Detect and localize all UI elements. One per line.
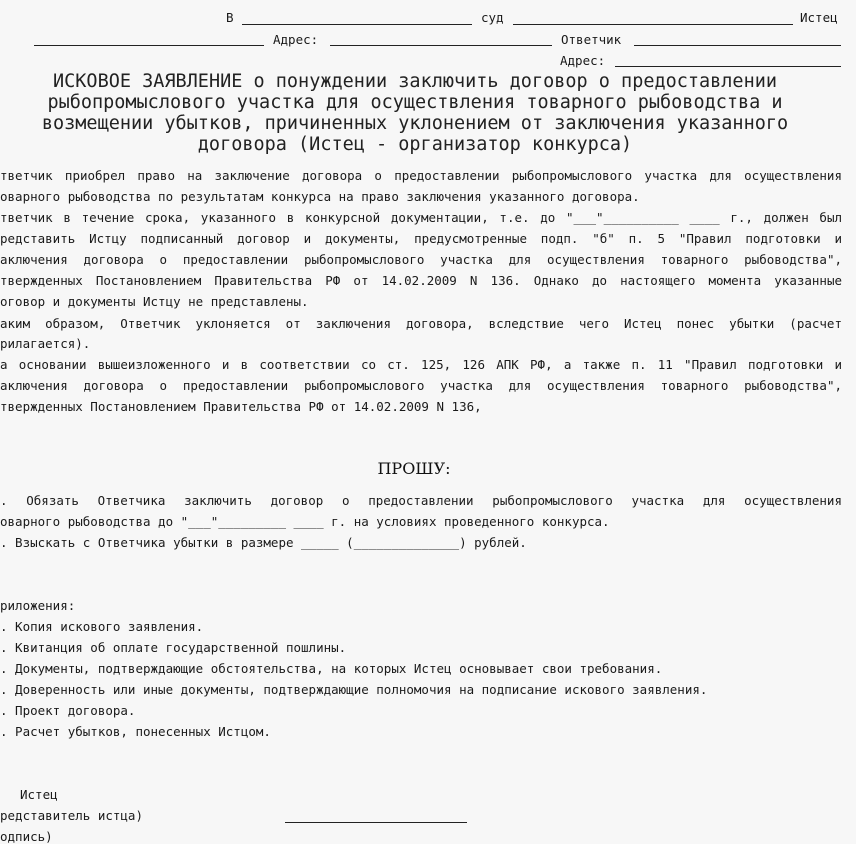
attachment-item: . Копия искового заявления. <box>0 619 204 634</box>
document-title: ИСКОВОЕ ЗАЯВЛЕНИЕ о понуждении заключить договор о предоставлении рыбопромыслового участка для осуществления товарного рыбоводства и возмещении убытков, причиненных уклонением от заключения указанного договора (Истец - организатор конкурса) <box>41 71 789 155</box>
request-heading: ПРОШУ: <box>377 459 451 478</box>
body-p2-line2: редставить Истцу подписанный договор и документы, предусмотренные подп. "б" п. 5 "Правил подготовки и <box>0 231 842 246</box>
defendant-address-label: Адрес: <box>560 53 606 68</box>
attachment-item: . Квитанция об оплате государственной пошлины. <box>0 640 347 655</box>
body-p1-line1: тветчик приобрел право на заключение договора о предоставлении рыбопромыслового участка для осуществления <box>0 168 842 183</box>
body-p2-line1: тветчик в течение срока, указанного в конкурсной документации, т.е. до "___"__________ ____ г., должен был <box>0 210 842 225</box>
court-label: суд <box>481 10 504 25</box>
defendant-address-field[interactable] <box>615 66 841 67</box>
body-p2-line5: оговор и документы Истцу не представлены. <box>0 294 309 309</box>
defendant-extra-field[interactable] <box>634 45 841 46</box>
signature-representative-label: редставитель истца) <box>0 808 143 823</box>
signature-field[interactable] <box>285 822 467 823</box>
body-p2-line4: твержденных Постановлением Правительства РФ от 14.02.2009 N 136. Однако до настоящего момента указанные <box>0 273 842 288</box>
address-label: Адрес: <box>273 32 319 47</box>
body-p2-line3: аключения договора о предоставлении рыбопромыслового участка для осуществления товарного рыбоводства", <box>0 252 842 267</box>
defendant-label: Ответчик <box>561 32 622 47</box>
attachment-item: . Доверенность или иные документы, подтверждающие полномочия на подписание искового заявления. <box>0 682 708 697</box>
body-p4-line1: а основании вышеизложенного и в соответствии со ст. 125, 126 АПК РФ, а также п. 11 "Правил подготовки и <box>0 357 842 372</box>
attachment-item: . Расчет убытков, понесенных Истцом. <box>0 724 271 739</box>
signature-plaintiff-label: Истец <box>20 787 58 802</box>
body-p4-line2: аключения договора о предоставлении рыбопромыслового участка для осуществления товарного рыбоводства", <box>0 378 842 393</box>
attachments-label: риложения: <box>0 598 76 613</box>
court-name-field[interactable] <box>242 24 472 25</box>
plaintiff-label: Истец <box>800 10 838 25</box>
body-p1-line2: оварного рыбоводства по результатам конкурса на право заключения указанного договора. <box>0 189 640 204</box>
defendant-name-field[interactable] <box>330 45 552 46</box>
request-1-line2: оварного рыбоводства до "___"_________ ____ г. на условиях проведенного конкурса. <box>0 514 610 529</box>
body-p3-line1: аким образом, Ответчик уклоняется от заключения договора, вследствие чего Истец понес убытки (расчет <box>0 316 842 331</box>
attachment-item: . Документы, подтверждающие обстоятельства, на которых Истец основывает свои требования. <box>0 661 663 676</box>
body-p3-line2: рилагается). <box>0 336 91 351</box>
request-1-line1: . Обязать Ответчика заключить договор о предоставлении рыбопромыслового участка для осуществления <box>0 493 842 508</box>
plaintiff-name-field[interactable] <box>513 24 793 25</box>
to-label: В <box>226 10 234 25</box>
plaintiff-address-field[interactable] <box>34 45 264 46</box>
body-p4-line3: твержденных Постановлением Правительства РФ от 14.02.2009 N 136, <box>0 399 482 414</box>
signature-sign-label: одпись) <box>0 829 53 844</box>
attachment-item: . Проект договора. <box>0 703 136 718</box>
request-2: . Взыскать с Ответчика убытки в размере _____ (______________) рублей. <box>0 535 527 550</box>
